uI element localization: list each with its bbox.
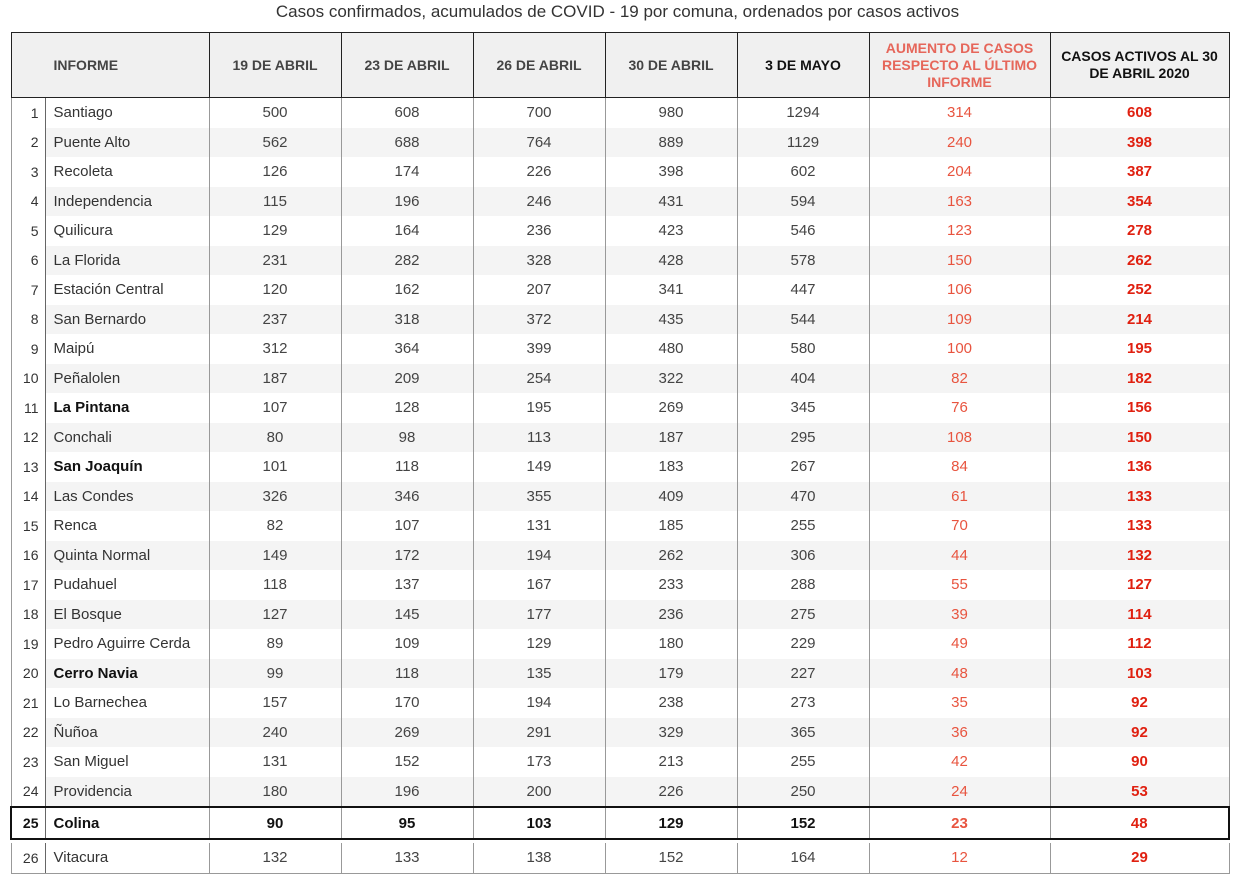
cell-active: 132 bbox=[1050, 541, 1229, 571]
cell-3-mayo: 164 bbox=[737, 843, 869, 873]
cell-26-abril: 173 bbox=[473, 747, 605, 777]
cell-26-abril: 200 bbox=[473, 777, 605, 808]
cell-19-abril: 131 bbox=[209, 747, 341, 777]
cell-19-abril: 231 bbox=[209, 246, 341, 276]
row-number: 5 bbox=[11, 216, 45, 246]
cell-30-abril: 152 bbox=[605, 843, 737, 873]
row-number: 2 bbox=[11, 128, 45, 158]
row-number: 18 bbox=[11, 600, 45, 630]
cell-30-abril: 889 bbox=[605, 128, 737, 158]
cell-23-abril: 133 bbox=[341, 843, 473, 873]
cell-active: 29 bbox=[1050, 843, 1229, 873]
header-3-mayo: 3 DE MAYO bbox=[737, 33, 869, 98]
cell-19-abril: 82 bbox=[209, 511, 341, 541]
cell-23-abril: 128 bbox=[341, 393, 473, 423]
cell-26-abril: 194 bbox=[473, 541, 605, 571]
cell-26-abril: 138 bbox=[473, 843, 605, 873]
cell-3-mayo: 404 bbox=[737, 364, 869, 394]
cell-26-abril: 177 bbox=[473, 600, 605, 630]
cell-3-mayo: 365 bbox=[737, 718, 869, 748]
cell-26-abril: 207 bbox=[473, 275, 605, 305]
cell-increase: 109 bbox=[869, 305, 1050, 335]
cell-increase: 49 bbox=[869, 629, 1050, 659]
row-number: 20 bbox=[11, 659, 45, 689]
commune-name: Pudahuel bbox=[45, 570, 209, 600]
cell-3-mayo: 1129 bbox=[737, 128, 869, 158]
cell-19-abril: 118 bbox=[209, 570, 341, 600]
cell-3-mayo: 255 bbox=[737, 747, 869, 777]
table-row bbox=[11, 157, 1229, 187]
table-row bbox=[11, 452, 1229, 482]
cell-30-abril: 179 bbox=[605, 659, 737, 689]
cell-increase: 55 bbox=[869, 570, 1050, 600]
cell-19-abril: 115 bbox=[209, 187, 341, 217]
cell-23-abril: 164 bbox=[341, 216, 473, 246]
commune-name: Independencia bbox=[45, 187, 209, 217]
table-row bbox=[11, 659, 1229, 689]
cell-23-abril: 137 bbox=[341, 570, 473, 600]
cell-active: 150 bbox=[1050, 423, 1229, 453]
cell-23-abril: 107 bbox=[341, 511, 473, 541]
table-row bbox=[11, 393, 1229, 423]
cell-active: 278 bbox=[1050, 216, 1229, 246]
row-number: 13 bbox=[11, 452, 45, 482]
commune-name: Ñuñoa bbox=[45, 718, 209, 748]
cell-23-abril: 608 bbox=[341, 98, 473, 128]
cell-3-mayo: 152 bbox=[737, 807, 869, 839]
cell-30-abril: 480 bbox=[605, 334, 737, 364]
cell-30-abril: 238 bbox=[605, 688, 737, 718]
cell-23-abril: 269 bbox=[341, 718, 473, 748]
table-row bbox=[11, 511, 1229, 541]
cell-30-abril: 322 bbox=[605, 364, 737, 394]
header-active: CASOS ACTIVOS AL 30 DE ABRIL 2020 bbox=[1050, 33, 1229, 98]
table-row bbox=[11, 423, 1229, 453]
cell-increase: 100 bbox=[869, 334, 1050, 364]
table-row bbox=[11, 688, 1229, 718]
table-row bbox=[11, 246, 1229, 276]
cell-active: 252 bbox=[1050, 275, 1229, 305]
cell-increase: 23 bbox=[869, 807, 1050, 839]
cell-increase: 204 bbox=[869, 157, 1050, 187]
cell-30-abril: 183 bbox=[605, 452, 737, 482]
cell-active: 387 bbox=[1050, 157, 1229, 187]
cell-3-mayo: 267 bbox=[737, 452, 869, 482]
cell-increase: 106 bbox=[869, 275, 1050, 305]
table-row bbox=[11, 570, 1229, 600]
cell-26-abril: 129 bbox=[473, 629, 605, 659]
cell-26-abril: 149 bbox=[473, 452, 605, 482]
cell-increase: 84 bbox=[869, 452, 1050, 482]
cell-26-abril: 355 bbox=[473, 482, 605, 512]
cell-26-abril: 195 bbox=[473, 393, 605, 423]
cell-26-abril: 194 bbox=[473, 688, 605, 718]
row-number: 10 bbox=[11, 364, 45, 394]
cell-26-abril: 328 bbox=[473, 246, 605, 276]
cell-30-abril: 329 bbox=[605, 718, 737, 748]
cell-19-abril: 127 bbox=[209, 600, 341, 630]
cell-30-abril: 187 bbox=[605, 423, 737, 453]
cell-19-abril: 500 bbox=[209, 98, 341, 128]
page-title: Casos confirmados, acumulados de COVID - 19 por comuna, ordenados por casos activos bbox=[275, 2, 960, 21]
cell-3-mayo: 447 bbox=[737, 275, 869, 305]
cell-increase: 123 bbox=[869, 216, 1050, 246]
cell-3-mayo: 275 bbox=[737, 600, 869, 630]
row-number: 9 bbox=[11, 334, 45, 364]
row-number: 26 bbox=[11, 843, 45, 873]
cell-19-abril: 99 bbox=[209, 659, 341, 689]
cell-30-abril: 428 bbox=[605, 246, 737, 276]
cell-3-mayo: 273 bbox=[737, 688, 869, 718]
cell-19-abril: 80 bbox=[209, 423, 341, 453]
cell-increase: 12 bbox=[869, 843, 1050, 873]
cell-26-abril: 135 bbox=[473, 659, 605, 689]
cell-30-abril: 262 bbox=[605, 541, 737, 571]
table-row bbox=[11, 364, 1229, 394]
cell-26-abril: 291 bbox=[473, 718, 605, 748]
cell-23-abril: 196 bbox=[341, 777, 473, 808]
commune-name: San Miguel bbox=[45, 747, 209, 777]
table-row bbox=[11, 216, 1229, 246]
cell-increase: 108 bbox=[869, 423, 1050, 453]
table-row bbox=[11, 843, 1229, 873]
cell-30-abril: 423 bbox=[605, 216, 737, 246]
row-number: 17 bbox=[11, 570, 45, 600]
table-row bbox=[11, 541, 1229, 571]
cell-active: 92 bbox=[1050, 688, 1229, 718]
cell-23-abril: 98 bbox=[341, 423, 473, 453]
cell-active: 90 bbox=[1050, 747, 1229, 777]
commune-name: Peñalolen bbox=[45, 364, 209, 394]
commune-name: Conchali bbox=[45, 423, 209, 453]
cell-23-abril: 209 bbox=[341, 364, 473, 394]
cell-19-abril: 237 bbox=[209, 305, 341, 335]
cell-increase: 35 bbox=[869, 688, 1050, 718]
cell-3-mayo: 594 bbox=[737, 187, 869, 217]
cell-19-abril: 129 bbox=[209, 216, 341, 246]
cell-active: 133 bbox=[1050, 511, 1229, 541]
cell-active: 136 bbox=[1050, 452, 1229, 482]
cell-23-abril: 118 bbox=[341, 659, 473, 689]
table-row bbox=[11, 777, 1229, 808]
table-row bbox=[11, 334, 1229, 364]
cell-19-abril: 187 bbox=[209, 364, 341, 394]
cell-active: 608 bbox=[1050, 98, 1229, 128]
cell-26-abril: 236 bbox=[473, 216, 605, 246]
cell-3-mayo: 250 bbox=[737, 777, 869, 808]
cell-19-abril: 326 bbox=[209, 482, 341, 512]
commune-name: Estación Central bbox=[45, 275, 209, 305]
commune-name: San Bernardo bbox=[45, 305, 209, 335]
cell-active: 48 bbox=[1050, 807, 1229, 839]
commune-name: Las Condes bbox=[45, 482, 209, 512]
table-row bbox=[11, 187, 1229, 217]
cell-30-abril: 269 bbox=[605, 393, 737, 423]
cell-3-mayo: 544 bbox=[737, 305, 869, 335]
cell-30-abril: 226 bbox=[605, 777, 737, 808]
commune-name: La Pintana bbox=[45, 393, 209, 423]
cell-26-abril: 399 bbox=[473, 334, 605, 364]
row-number: 11 bbox=[11, 393, 45, 423]
cell-increase: 163 bbox=[869, 187, 1050, 217]
row-number: 15 bbox=[11, 511, 45, 541]
commune-name: Maipú bbox=[45, 334, 209, 364]
cell-active: 354 bbox=[1050, 187, 1229, 217]
cell-26-abril: 246 bbox=[473, 187, 605, 217]
cell-3-mayo: 580 bbox=[737, 334, 869, 364]
row-number: 24 bbox=[11, 777, 45, 808]
header-informe: INFORME bbox=[11, 33, 209, 98]
cell-19-abril: 157 bbox=[209, 688, 341, 718]
cell-active: 156 bbox=[1050, 393, 1229, 423]
cell-active: 398 bbox=[1050, 128, 1229, 158]
commune-name: Providencia bbox=[45, 777, 209, 808]
cell-30-abril: 980 bbox=[605, 98, 737, 128]
cell-increase: 314 bbox=[869, 98, 1050, 128]
cell-3-mayo: 546 bbox=[737, 216, 869, 246]
cell-23-abril: 109 bbox=[341, 629, 473, 659]
cell-increase: 24 bbox=[869, 777, 1050, 808]
commune-name: Renca bbox=[45, 511, 209, 541]
header-23-abril: 23 DE ABRIL bbox=[341, 33, 473, 98]
commune-name: La Florida bbox=[45, 246, 209, 276]
cell-19-abril: 89 bbox=[209, 629, 341, 659]
commune-name: San Joaquín bbox=[45, 452, 209, 482]
table-row bbox=[11, 275, 1229, 305]
row-number: 14 bbox=[11, 482, 45, 512]
row-number: 21 bbox=[11, 688, 45, 718]
header-row bbox=[11, 33, 1229, 98]
commune-name: El Bosque bbox=[45, 600, 209, 630]
commune-name: Puente Alto bbox=[45, 128, 209, 158]
cell-active: 214 bbox=[1050, 305, 1229, 335]
cell-3-mayo: 1294 bbox=[737, 98, 869, 128]
cell-3-mayo: 227 bbox=[737, 659, 869, 689]
cell-23-abril: 152 bbox=[341, 747, 473, 777]
cell-23-abril: 162 bbox=[341, 275, 473, 305]
cell-19-abril: 312 bbox=[209, 334, 341, 364]
cell-19-abril: 90 bbox=[209, 807, 341, 839]
row-number: 3 bbox=[11, 157, 45, 187]
table-row bbox=[11, 718, 1229, 748]
cell-increase: 76 bbox=[869, 393, 1050, 423]
table-row bbox=[11, 600, 1229, 630]
header-26-abril: 26 DE ABRIL bbox=[473, 33, 605, 98]
commune-name: Quilicura bbox=[45, 216, 209, 246]
cell-active: 114 bbox=[1050, 600, 1229, 630]
commune-name: Colina bbox=[45, 807, 209, 839]
cell-23-abril: 364 bbox=[341, 334, 473, 364]
cell-3-mayo: 255 bbox=[737, 511, 869, 541]
table-row bbox=[11, 128, 1229, 158]
cell-increase: 44 bbox=[869, 541, 1050, 571]
row-number: 7 bbox=[11, 275, 45, 305]
cell-26-abril: 226 bbox=[473, 157, 605, 187]
row-number: 25 bbox=[11, 807, 45, 839]
cell-23-abril: 172 bbox=[341, 541, 473, 571]
cell-23-abril: 196 bbox=[341, 187, 473, 217]
row-number: 12 bbox=[11, 423, 45, 453]
cell-3-mayo: 470 bbox=[737, 482, 869, 512]
cell-19-abril: 132 bbox=[209, 843, 341, 873]
row-number: 8 bbox=[11, 305, 45, 335]
commune-name: Quinta Normal bbox=[45, 541, 209, 571]
cell-30-abril: 431 bbox=[605, 187, 737, 217]
cell-3-mayo: 306 bbox=[737, 541, 869, 571]
covid-cases-table bbox=[10, 32, 1230, 874]
cell-23-abril: 170 bbox=[341, 688, 473, 718]
cell-increase: 48 bbox=[869, 659, 1050, 689]
header-increase: AUMENTO DE CASOS RESPECTO AL ÚLTIMO INFORME bbox=[869, 33, 1050, 98]
cell-26-abril: 372 bbox=[473, 305, 605, 335]
cell-19-abril: 562 bbox=[209, 128, 341, 158]
commune-name: Recoleta bbox=[45, 157, 209, 187]
commune-name: Santiago bbox=[45, 98, 209, 128]
row-number: 6 bbox=[11, 246, 45, 276]
cell-30-abril: 185 bbox=[605, 511, 737, 541]
header-19-abril: 19 DE ABRIL bbox=[209, 33, 341, 98]
cell-30-abril: 236 bbox=[605, 600, 737, 630]
table-row-highlighted bbox=[11, 807, 1229, 839]
cell-active: 182 bbox=[1050, 364, 1229, 394]
cell-19-abril: 107 bbox=[209, 393, 341, 423]
cell-active: 133 bbox=[1050, 482, 1229, 512]
cell-26-abril: 764 bbox=[473, 128, 605, 158]
cell-active: 53 bbox=[1050, 777, 1229, 808]
cell-increase: 39 bbox=[869, 600, 1050, 630]
commune-name: Vitacura bbox=[45, 843, 209, 873]
commune-name: Pedro Aguirre Cerda bbox=[45, 629, 209, 659]
commune-name: Lo Barnechea bbox=[45, 688, 209, 718]
header-30-abril: 30 DE ABRIL bbox=[605, 33, 737, 98]
cell-19-abril: 120 bbox=[209, 275, 341, 305]
cell-26-abril: 700 bbox=[473, 98, 605, 128]
cell-increase: 36 bbox=[869, 718, 1050, 748]
cell-19-abril: 180 bbox=[209, 777, 341, 808]
cell-active: 103 bbox=[1050, 659, 1229, 689]
cell-23-abril: 145 bbox=[341, 600, 473, 630]
cell-23-abril: 118 bbox=[341, 452, 473, 482]
cell-30-abril: 213 bbox=[605, 747, 737, 777]
cell-30-abril: 435 bbox=[605, 305, 737, 335]
cell-3-mayo: 345 bbox=[737, 393, 869, 423]
cell-increase: 70 bbox=[869, 511, 1050, 541]
cell-30-abril: 180 bbox=[605, 629, 737, 659]
table-row bbox=[11, 98, 1229, 128]
row-number: 16 bbox=[11, 541, 45, 571]
row-number: 23 bbox=[11, 747, 45, 777]
cell-3-mayo: 602 bbox=[737, 157, 869, 187]
cell-active: 127 bbox=[1050, 570, 1229, 600]
cell-3-mayo: 229 bbox=[737, 629, 869, 659]
cell-active: 92 bbox=[1050, 718, 1229, 748]
cell-26-abril: 113 bbox=[473, 423, 605, 453]
cell-23-abril: 174 bbox=[341, 157, 473, 187]
table-row bbox=[11, 629, 1229, 659]
cell-increase: 42 bbox=[869, 747, 1050, 777]
cell-3-mayo: 295 bbox=[737, 423, 869, 453]
cell-23-abril: 95 bbox=[341, 807, 473, 839]
table-row bbox=[11, 305, 1229, 335]
cell-3-mayo: 288 bbox=[737, 570, 869, 600]
cell-increase: 61 bbox=[869, 482, 1050, 512]
cell-19-abril: 240 bbox=[209, 718, 341, 748]
cell-23-abril: 688 bbox=[341, 128, 473, 158]
cell-23-abril: 318 bbox=[341, 305, 473, 335]
cell-19-abril: 149 bbox=[209, 541, 341, 571]
commune-name: Cerro Navia bbox=[45, 659, 209, 689]
row-number: 1 bbox=[11, 98, 45, 128]
cell-26-abril: 254 bbox=[473, 364, 605, 394]
table-body bbox=[11, 98, 1229, 874]
cell-23-abril: 346 bbox=[341, 482, 473, 512]
row-number: 19 bbox=[11, 629, 45, 659]
cell-increase: 240 bbox=[869, 128, 1050, 158]
table-row bbox=[11, 482, 1229, 512]
cell-26-abril: 167 bbox=[473, 570, 605, 600]
cell-active: 112 bbox=[1050, 629, 1229, 659]
cell-30-abril: 129 bbox=[605, 807, 737, 839]
cell-active: 195 bbox=[1050, 334, 1229, 364]
cell-active: 262 bbox=[1050, 246, 1229, 276]
cell-3-mayo: 578 bbox=[737, 246, 869, 276]
cell-30-abril: 341 bbox=[605, 275, 737, 305]
cell-30-abril: 409 bbox=[605, 482, 737, 512]
row-number: 4 bbox=[11, 187, 45, 217]
cell-19-abril: 101 bbox=[209, 452, 341, 482]
row-number: 22 bbox=[11, 718, 45, 748]
cell-26-abril: 103 bbox=[473, 807, 605, 839]
table-row bbox=[11, 747, 1229, 777]
cell-increase: 150 bbox=[869, 246, 1050, 276]
cell-30-abril: 233 bbox=[605, 570, 737, 600]
cell-26-abril: 131 bbox=[473, 511, 605, 541]
cell-30-abril: 398 bbox=[605, 157, 737, 187]
cell-23-abril: 282 bbox=[341, 246, 473, 276]
cell-increase: 82 bbox=[869, 364, 1050, 394]
cell-19-abril: 126 bbox=[209, 157, 341, 187]
